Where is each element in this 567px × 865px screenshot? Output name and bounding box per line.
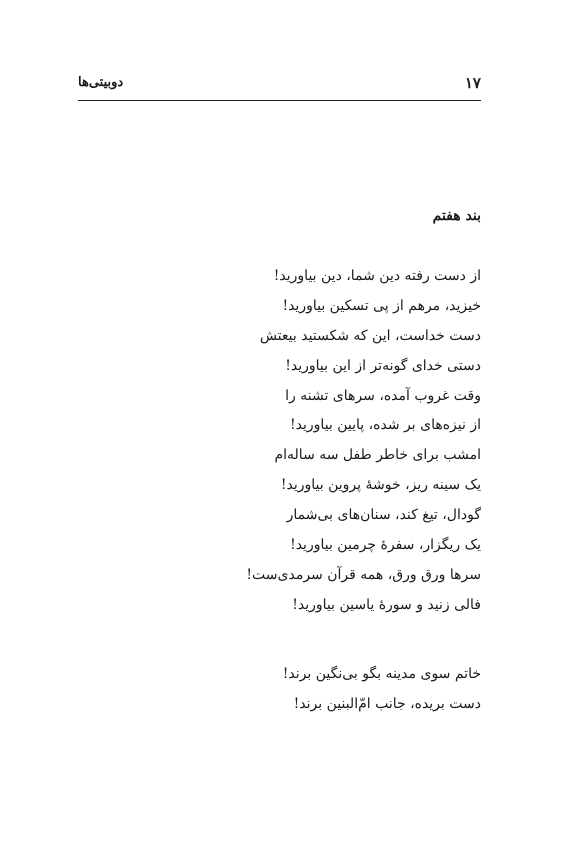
running-title: دوبیتی‌ها (78, 75, 124, 90)
verse-line: از نیزه‌های بر شده، پایین بیاورید! (290, 417, 481, 434)
verse-line: دست بریده، جانب امّ‌البنین برند! (293, 695, 481, 712)
page-header (78, 74, 481, 101)
verse-line: یک ریگزار، سفرهٔ چرمین بیاورید! (290, 537, 481, 554)
stanza (246, 262, 481, 621)
verse-line: امشب برای خاطر طفل سه ساله‌ام (274, 447, 481, 464)
verse-line: گودال، تیغ کند، سنان‌های بی‌شمار (286, 507, 481, 524)
page-number: ۱۷ (464, 74, 481, 92)
verse-line: دست خداست، این که شکستید بیعتش (259, 327, 481, 344)
verse-line: از دست رفته دین شما، دین بیاورید! (273, 268, 481, 284)
verse-line: وقت غروب آمده، سرهای تشنه را (285, 387, 481, 404)
verse-line: فالی زنید و سورهٔ یاسین بیاورید! (292, 596, 481, 613)
verse-line: دستی خدای گونه‌تر از این بیاورید! (285, 357, 481, 374)
section-title: بند هفتم (432, 208, 481, 224)
stanza (283, 660, 481, 720)
verse-line: سرها ورق ورق، همه قرآن سرمدی‌ست! (246, 566, 481, 583)
verse-line: یک سینه ریز، خوشهٔ پروین بیاورید! (280, 477, 481, 494)
verse-line: خاتم سوی مدینه بگو بی‌نگین برند! (282, 666, 481, 682)
verse-line: خیزید، مرهم از پی تسکین بیاورید! (282, 297, 481, 314)
